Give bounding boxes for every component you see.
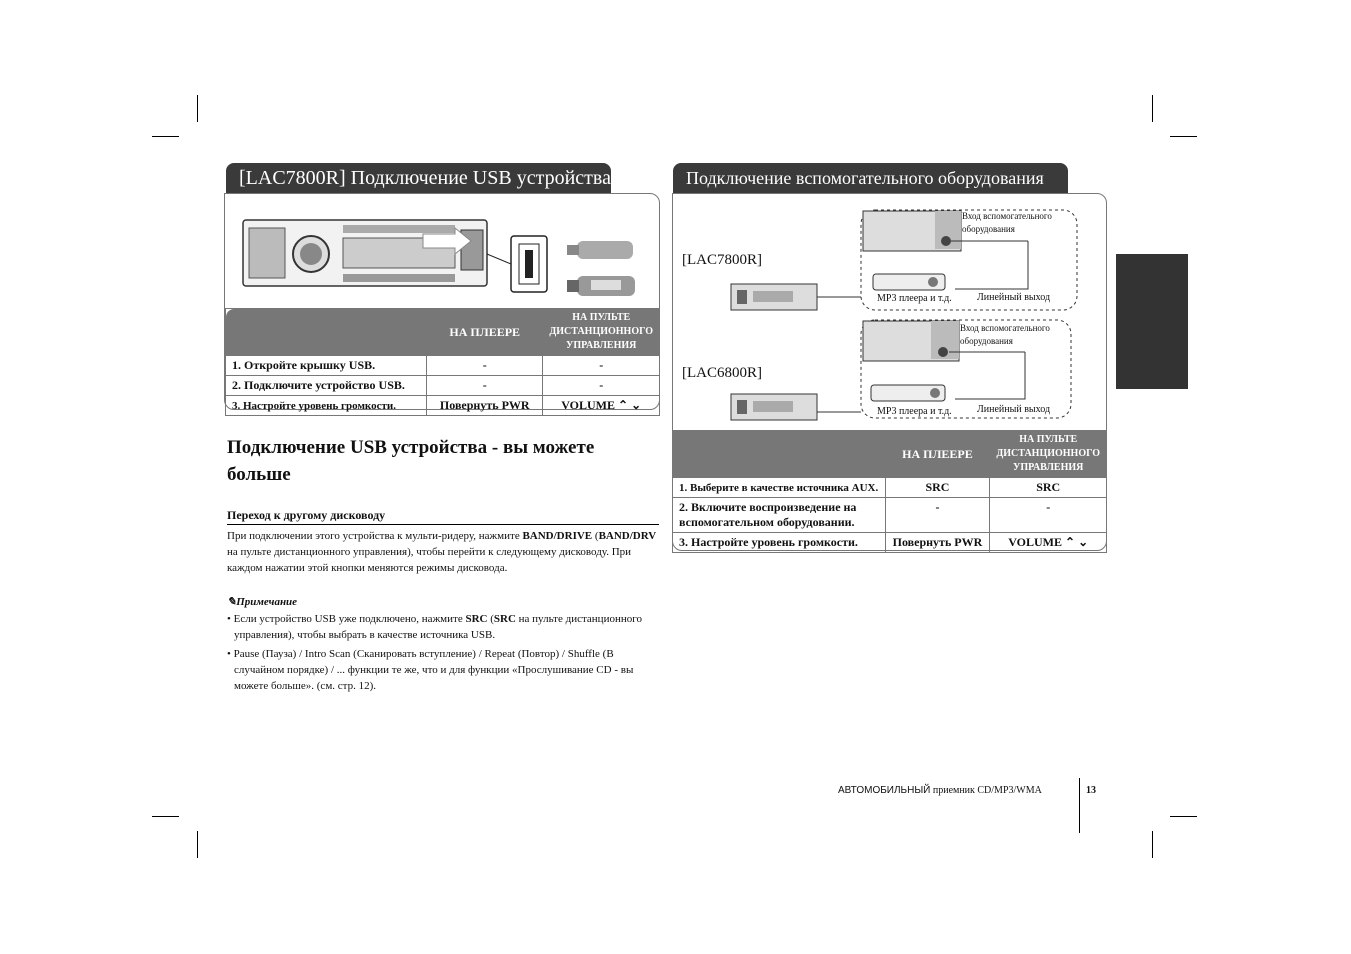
player-cell: Повернуть PWR [427, 396, 543, 416]
chevron-up-icon: ⌃ [1065, 535, 1076, 549]
crop-mark [1152, 95, 1153, 122]
crop-mark [197, 95, 198, 122]
divider [227, 524, 659, 525]
model-label: [LAC7800R] [682, 252, 762, 268]
crop-mark [1152, 831, 1153, 858]
footer-divider [1079, 778, 1080, 833]
step-cell: 2. Включите воспроизведение на вспомогательном оборудовании. [673, 498, 886, 533]
table-header-row [226, 309, 660, 356]
table-row [673, 533, 1107, 553]
note-label: ✎Примечание [227, 596, 298, 608]
model-label: [LAC6800R] [682, 365, 762, 381]
drive-subheading: Переход к другому дисководу [227, 508, 386, 522]
remote-cell: - [543, 376, 660, 396]
chevron-down-icon: ⌄ [1078, 535, 1089, 549]
player-cell: - [427, 356, 543, 376]
table-row [226, 356, 660, 376]
aux-input-label: Вход вспомогательного оборудования [962, 211, 1052, 234]
note-item: • Если устройство USB уже подключено, нажмите SRC (SRC на пульте дистанционного управления), чтобы выбрать в качестве источника USB. [227, 613, 642, 641]
table-row [673, 478, 1107, 498]
footer-text: АВТОМОБИЛЬНЫЙ приемник CD/MP3/WMA [838, 785, 1042, 796]
player-cell: - [885, 498, 990, 533]
remote-cell: SRC [990, 478, 1107, 498]
step-cell: 3. Настройте уровень громкости. [673, 533, 886, 553]
col-player-header: НА ПЛЕЕРЕ [427, 309, 543, 356]
remote-cell: - [990, 498, 1107, 533]
usb-device-illustration [225, 194, 660, 304]
crop-mark [152, 136, 179, 137]
chevron-down-icon: ⌄ [631, 398, 642, 412]
crop-mark [1170, 816, 1197, 817]
note-item: • Pause (Пауза) / Intro Scan (Сканировать вступление) / Repeat (Повтор) / Shuffle (В случайном порядке) / ... функции те же, что и для функции «Прослушивание CD - вы можете больше». (см. стр. 12). [227, 648, 634, 692]
player-cell: - [427, 376, 543, 396]
step-cell: 1. Выберите в качестве источника AUX. [673, 478, 886, 498]
mp3-label: MP3 плеера и т.д. [877, 293, 952, 304]
drive-paragraph: При подключении этого устройства к мульти-ридеру, нажмите BAND/DRIVE (BAND/DRV на пульте дистанционного управления), чтобы перейти к следующему дисководу. При каждом нажатии этой кнопки меняются режимы дисковода. [227, 530, 657, 574]
step-cell: 1. Откройте крышку USB. [226, 356, 427, 376]
crop-mark [152, 816, 179, 817]
step-cell: 3. Настройте уровень громкости. [226, 396, 427, 416]
step-cell: 2. Подключите устройство USB. [226, 376, 427, 396]
player-cell: SRC [885, 478, 990, 498]
col-player-header: НА ПЛЕЕРЕ [885, 431, 990, 478]
mp3-label: MP3 плеера и т.д. [877, 406, 952, 417]
player-cell: Повернуть PWR [885, 533, 990, 553]
remote-cell: - [543, 356, 660, 376]
table-row [226, 396, 660, 416]
col-remote-header: НА ПУЛЬТЕ ДИСТАНЦИОННОГО УПРАВЛЕНИЯ [543, 309, 660, 356]
table-row [673, 498, 1107, 533]
line-out-label: Линейный выход [977, 404, 1051, 415]
note-pencil-icon: ✎ [227, 596, 237, 608]
more-heading: Подключение USB устройства - вы можете больше [227, 437, 595, 485]
aux-input-label: Вход вспомогательного оборудования [960, 323, 1050, 346]
col-remote-header: НА ПУЛЬТЕ ДИСТАНЦИОННОГО УПРАВЛЕНИЯ [990, 431, 1107, 478]
crop-mark [197, 831, 198, 858]
table-row [226, 376, 660, 396]
aux-steps-table [672, 430, 1107, 553]
section-side-tab [1116, 254, 1188, 389]
usb-section-title: [LAC7800R] Подключение USB устройства [226, 163, 611, 193]
chevron-up-icon: ⌃ [618, 398, 629, 412]
crop-mark [1170, 136, 1197, 137]
usb-steps-table [225, 308, 660, 416]
page-number: 13 [1086, 785, 1096, 796]
line-out-label: Линейный выход [977, 292, 1051, 303]
remote-cell: VOLUME ⌃ ⌄ [543, 396, 660, 416]
aux-section-title: Подключение вспомогательного оборудования [673, 163, 1068, 193]
remote-cell: VOLUME ⌃ ⌄ [990, 533, 1107, 553]
table-header-row [673, 431, 1107, 478]
